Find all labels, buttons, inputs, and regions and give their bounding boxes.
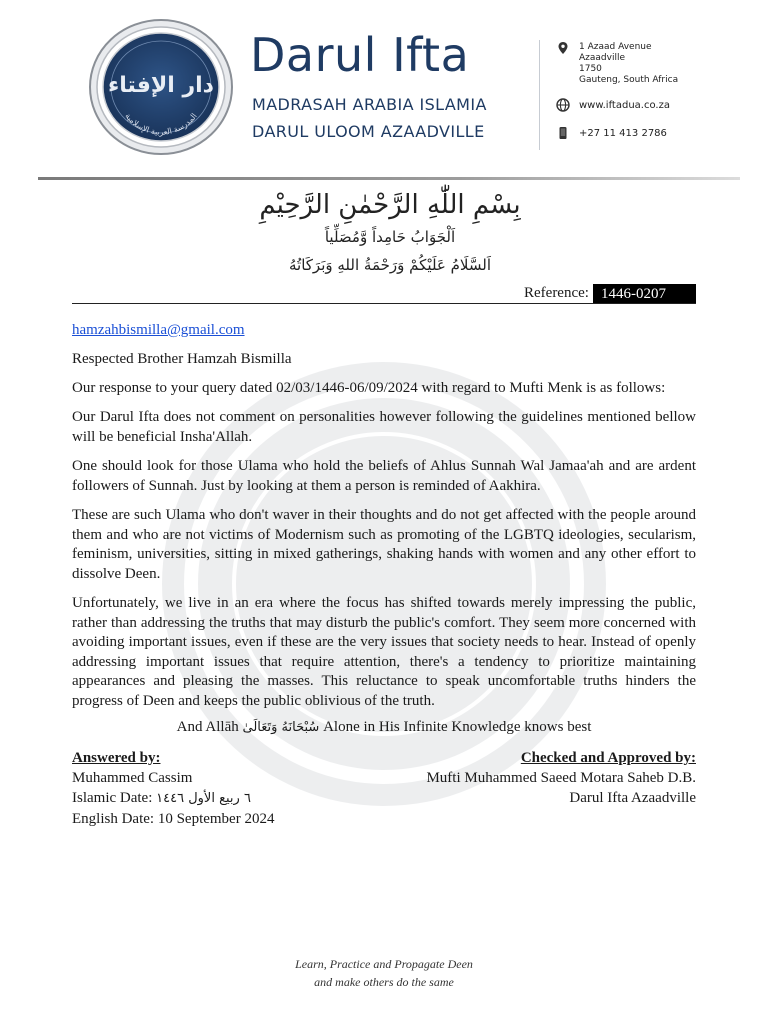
islamic-date-value: ٦ ربيع الأول ١٤٤٦ bbox=[156, 791, 251, 806]
closing-line bbox=[72, 719, 696, 736]
darul-ifta-seal-logo bbox=[88, 18, 234, 156]
bismillah-calligraphy: بِسْمِ اللّٰهِ الرَّحْمٰنِ الرَّحِيْمِ bbox=[259, 190, 521, 220]
closing-arabic: سُبْحَانَهُ وَتَعَالَىٰ bbox=[242, 720, 320, 735]
query-intro: Our response to your query dated 02/03/1446-06/09/2024 with regard to Mufti Menk is as follows: bbox=[72, 380, 666, 396]
phone-icon bbox=[556, 126, 570, 140]
paragraph-2: One should look for those Ulama who hold the beliefs of Ahlus Sunnah Wal Jamaa'ah and are ardent followers of Sunnah. Just by looking at them a person is reminded of Aakhira. bbox=[72, 458, 696, 494]
org-line-darul-uloom: DARUL ULOOM AZAADVILLE bbox=[252, 122, 485, 141]
reference-number: 1446-0207 bbox=[593, 284, 696, 304]
org-title: Darul Ifta bbox=[250, 28, 470, 82]
footer-motto bbox=[234, 955, 534, 991]
header-rule bbox=[38, 177, 740, 180]
approved-by-heading: Checked and Approved by: bbox=[520, 750, 696, 766]
address-line-3: 1750 bbox=[579, 64, 602, 74]
footer-motto-line-2: and make others do the same bbox=[314, 975, 454, 989]
paragraph-3: These are such Ulama who don't waver in their thoughts and do not get affected with the people around them and who are not victims of Modernism such as promoting of the LGBTQ ideologies, secularism, feminism, universities, sitting in mixed gatherings, shaking hands with women and any other effort to dissolve Deen. bbox=[72, 507, 696, 582]
islamic-date-label: Islamic Date: bbox=[72, 790, 157, 806]
approved-by-org: Darul Ifta Azaadville bbox=[569, 790, 696, 806]
reference-label: Reference: bbox=[524, 285, 589, 301]
phone-number: +27 11 413 2786 bbox=[579, 128, 667, 139]
header-divider bbox=[539, 40, 540, 150]
answered-by-name: Muhammed Cassim bbox=[72, 770, 193, 786]
website-link[interactable]: www.iftadua.co.za bbox=[579, 100, 670, 111]
answered-by-heading: Answered by: bbox=[72, 750, 161, 766]
address-block bbox=[579, 42, 678, 86]
approved-by-block bbox=[426, 748, 696, 808]
arabic-opening-line: اَلْجَوَابُ حَامِداً وَّمُصَلِّياً bbox=[324, 228, 456, 246]
address-line-4: Gauteng, South Africa bbox=[579, 75, 679, 85]
address-line-2: Azaadville bbox=[579, 53, 625, 63]
seal-text-main: دار الإفتاء bbox=[108, 73, 214, 98]
closing-before: And Allāh bbox=[176, 719, 243, 735]
approved-by-name: Mufti Muhammed Saeed Motara Saheb D.B. bbox=[426, 770, 696, 786]
islamic-date bbox=[72, 788, 274, 809]
address-line-1: 1 Azaad Avenue bbox=[579, 42, 652, 52]
paragraph-1: Our Darul Ifta does not comment on personalities however following the guidelines mentioned bellow will be beneficial Insha'Allah. bbox=[72, 409, 696, 445]
english-date: English Date: 10 September 2024 bbox=[72, 811, 275, 827]
paragraph-4: Unfortunately, we live in an era where the focus has shifted towards merely impressing the public, rather than addressing the truths that may disturb the public's comfort. They seem more concerned with avoiding important issues, even if these are the very issues that society needs to hear. Instead of openly addressing important issues that require attention, there's a tendency to prioritize maintaining appearances and pleasing the masses. This reluctance to speak uncomfortable truths hinders the progress of Deen and keeps the public oblivious of the truth. bbox=[72, 595, 696, 709]
closing-after: Alone in His Infinite Knowledge knows best bbox=[319, 719, 592, 735]
answered-by-block bbox=[72, 748, 274, 829]
org-line-madrasah: MADRASAH ARABIA ISLAMIA bbox=[252, 95, 487, 114]
reference-rule bbox=[72, 303, 696, 304]
location-pin-icon bbox=[556, 41, 570, 55]
salutation: Respected Brother Hamzah Bismilla bbox=[72, 351, 292, 367]
footer-motto-line-1: Learn, Practice and Propagate Deen bbox=[295, 957, 473, 971]
recipient-email-link[interactable]: hamzahbismilla@gmail.com bbox=[72, 322, 245, 338]
globe-icon bbox=[556, 98, 570, 112]
seal-text-ring: المدرسة العربية الإسلامية bbox=[123, 111, 199, 137]
arabic-salaam-line: اَلسَّلَامُ عَلَيْكُمْ وَرَحْمَةُ اللهِ وَبَرَكَاتُهُ bbox=[289, 256, 491, 274]
